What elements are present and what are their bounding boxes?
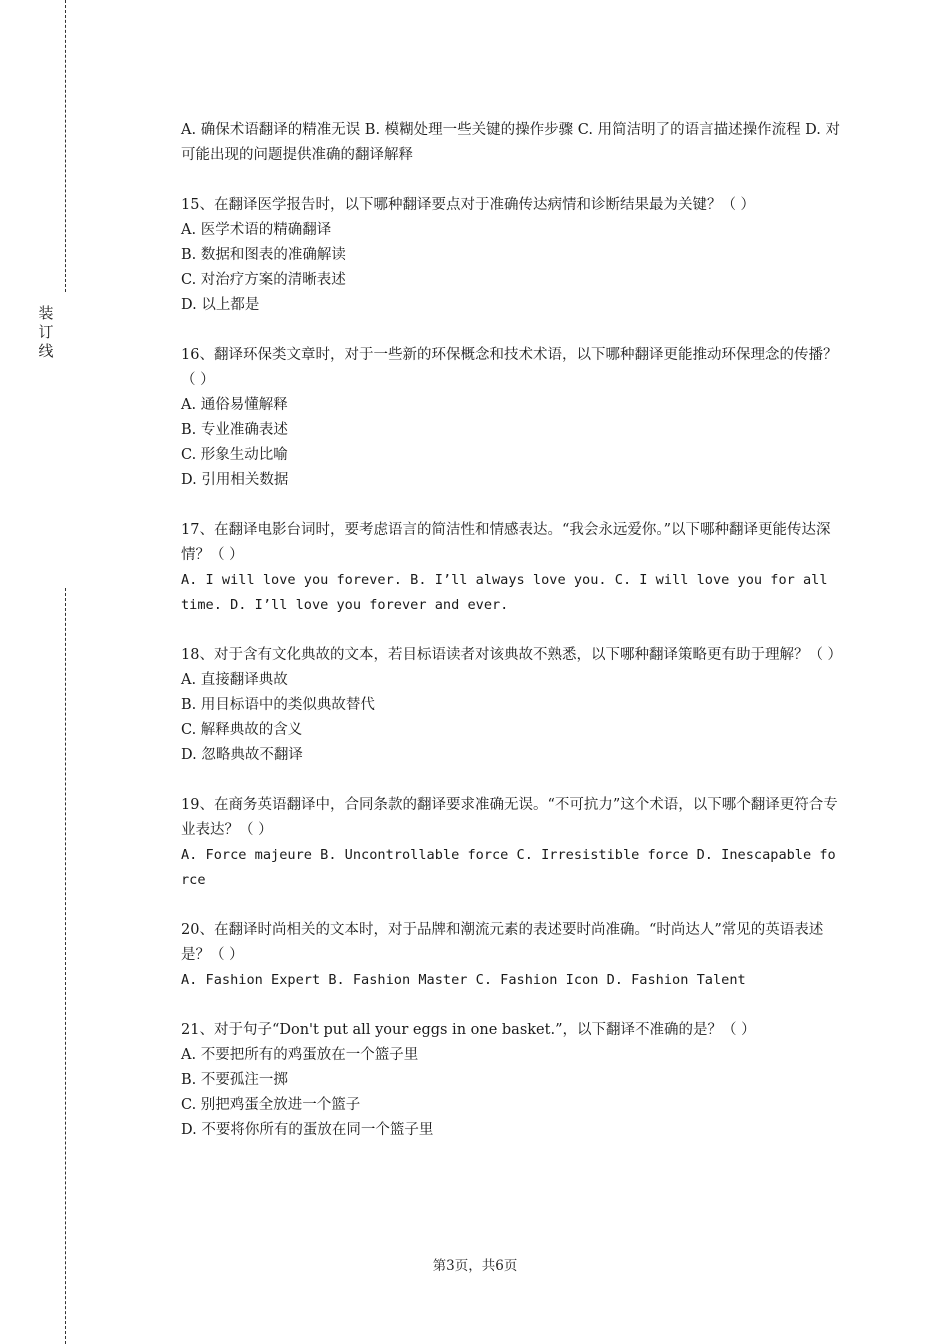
- question-19: [181, 793, 841, 893]
- binding-line-bottom: [65, 588, 66, 1344]
- question-18: [181, 643, 841, 768]
- question-21: [181, 1018, 841, 1143]
- question-18-option-b: B. 用目标语中的类似典故替代: [181, 697, 375, 713]
- question-20: [181, 918, 841, 993]
- page-number-footer: 第3页，共6页: [432, 1258, 518, 1274]
- question-16-option-c: C. 形象生动比喻: [181, 447, 288, 463]
- binding-line-top: [65, 0, 66, 292]
- question-18-option-a: A. 直接翻译典故: [181, 672, 288, 688]
- question-21-option-a: A. 不要把所有的鸡蛋放在一个篮子里: [181, 1047, 419, 1063]
- question-14-tail: [181, 118, 841, 168]
- question-16: [181, 343, 841, 493]
- question-content: [181, 118, 841, 1143]
- question-21-option-d: D. 不要将你所有的蛋放在同一个篮子里: [181, 1122, 434, 1138]
- question-16-text: 16、翻译环保类文章时，对于一些新的环保概念和技术术语，以下哪种翻译更能推动环保理念的传播？（ ）: [181, 347, 838, 388]
- question-15-option-a: A. 医学术语的精确翻译: [181, 222, 332, 238]
- question-17-text: 17、在翻译电影台词时，要考虑语言的简洁性和情感表达。“我会永远爱你。”以下哪种翻译更能传达深情？（ ）: [181, 522, 831, 563]
- question-17: [181, 518, 841, 618]
- binding-label: 装订线: [38, 304, 54, 360]
- question-18-option-c: C. 解释典故的含义: [181, 722, 303, 738]
- question-21-option-b: B. 不要孤注一掷: [181, 1072, 288, 1088]
- question-15-option-b: B. 数据和图表的准确解读: [181, 247, 346, 263]
- question-21-option-c: C. 别把鸡蛋全放进一个篮子: [181, 1097, 361, 1113]
- question-14-options: A. 确保术语翻译的精准无误 B. 模糊处理一些关键的操作步骤 C. 用简洁明了的语言描述操作流程 D. 对可能出现的问题提供准确的翻译解释: [181, 122, 841, 163]
- question-21-text: 21、对于句子“Don't put all your eggs in one basket.”，以下翻译不准确的是？（ ）: [181, 1022, 756, 1038]
- question-20-options: A. Fashion Expert B. Fashion Master C. Fashion Icon D. Fashion Talent: [181, 972, 746, 988]
- question-16-option-b: B. 专业准确表述: [181, 422, 288, 438]
- question-15: [181, 193, 841, 318]
- question-18-text: 18、对于含有文化典故的文本，若目标语读者对该典故不熟悉，以下哪种翻译策略更有助于理解？（ ）: [181, 647, 843, 663]
- question-15-option-c: C. 对治疗方案的清晰表述: [181, 272, 346, 288]
- question-15-text: 15、在翻译医学报告时，以下哪种翻译要点对于准确传达病情和诊断结果最为关键？（ ）: [181, 197, 756, 213]
- question-15-option-d: D. 以上都是: [181, 297, 260, 313]
- question-19-options: A. Force majeure B. Uncontrollable force C. Irresistible force D. Inescapable force: [181, 847, 836, 888]
- question-20-text: 20、在翻译时尚相关的文本时，对于品牌和潮流元素的表述要时尚准确。“时尚达人”常见的英语表述是？（ ）: [181, 922, 824, 963]
- question-18-option-d: D. 忽略典故不翻译: [181, 747, 303, 763]
- question-19-text: 19、在商务英语翻译中，合同条款的翻译要求准确无误。“不可抗力”这个术语，以下哪个翻译更符合专业表达？（ ）: [181, 797, 838, 838]
- question-17-options: A. I will love you forever. B. I’ll always love you. C. I will love you for all time. D. I’ll love you forever and ever.: [181, 572, 836, 613]
- question-16-option-a: A. 通俗易懂解释: [181, 397, 288, 413]
- question-16-option-d: D. 引用相关数据: [181, 472, 289, 488]
